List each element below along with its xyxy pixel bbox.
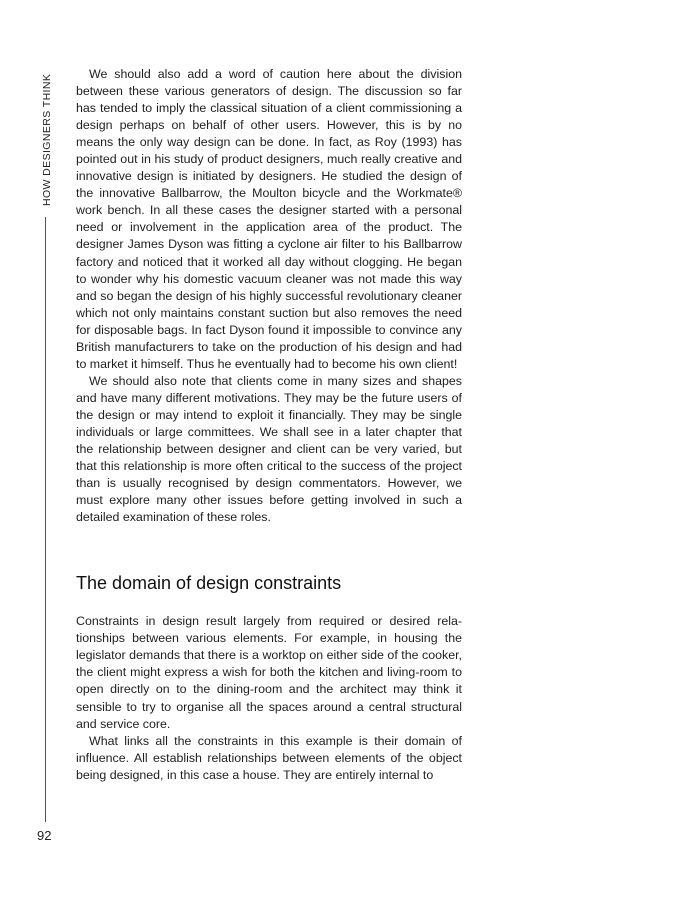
main-text-column <box>76 66 462 784</box>
paragraph-constraints-relationships: Constraints in design result largely from required or desired relationships between various elements. For example, in housing the legislator demands that there is a worktop on either side of the cooker, the client might express a wish for both the kitchen and living-room to open directly on to the dining-room and the architect may think it sensible to try to organise all the spaces around a central structural and service core. <box>76 614 462 731</box>
paragraph-caution-generators: We should also add a word of caution here about the division between these various generators of design. The discussion so far has tended to imply the classical situation of a client commissioning a design perhaps on behalf of other users. However, this is by no means the only way design can be done. In fact, as Roy (1993) has pointed out in his study of product designers, much really creative and innovative design is initiated by designers. He studied the design of the innovative Ballbarrow, the Moulton bicycle and the Workmate® work bench. In all these cases the designer started with a personal need or involvement in the application area of the product. The designer James Dyson was fitting a cyclone air filter to his Ballbarrow factory and noticed that it worked all day without clogging. He began to wonder why his domestic vacuum cleaner was not made this way and so began the design of his highly successful revolutionary cleaner which not only maintains constant suction but also removes the need for disposable bags. In fact Dyson found it impossible to convince any British manufacturers to take on the production of his design and had to market it himself. Thus he eventually had to become his own client! <box>76 67 462 371</box>
section-heading: The domain of design constraints <box>76 573 342 594</box>
page-number: 92 <box>37 828 52 843</box>
side-rule-divider <box>45 217 46 822</box>
running-head: HOW DESIGNERS THINK <box>41 73 53 206</box>
paragraph-domain-of-influence: What links all the constraints in this example is their domain of influence. All establish relationships between elements of the object being designed, in this case a house. They are entirely internal to <box>76 733 462 782</box>
paragraph-clients-sizes: We should also note that clients come in many sizes and shapes and have many different motivations. They may be the future users of the design or may intend to exploit it financially. They may be single individuals or large committees. We shall see in a later chapter that the relationship between designer and client can be very varied, but that this relationship is more often critical to the success of the project than is usually recognised by design commentators. However, we must explore many other issues before getting involved in such a detailed examination of these roles. <box>76 373 462 525</box>
